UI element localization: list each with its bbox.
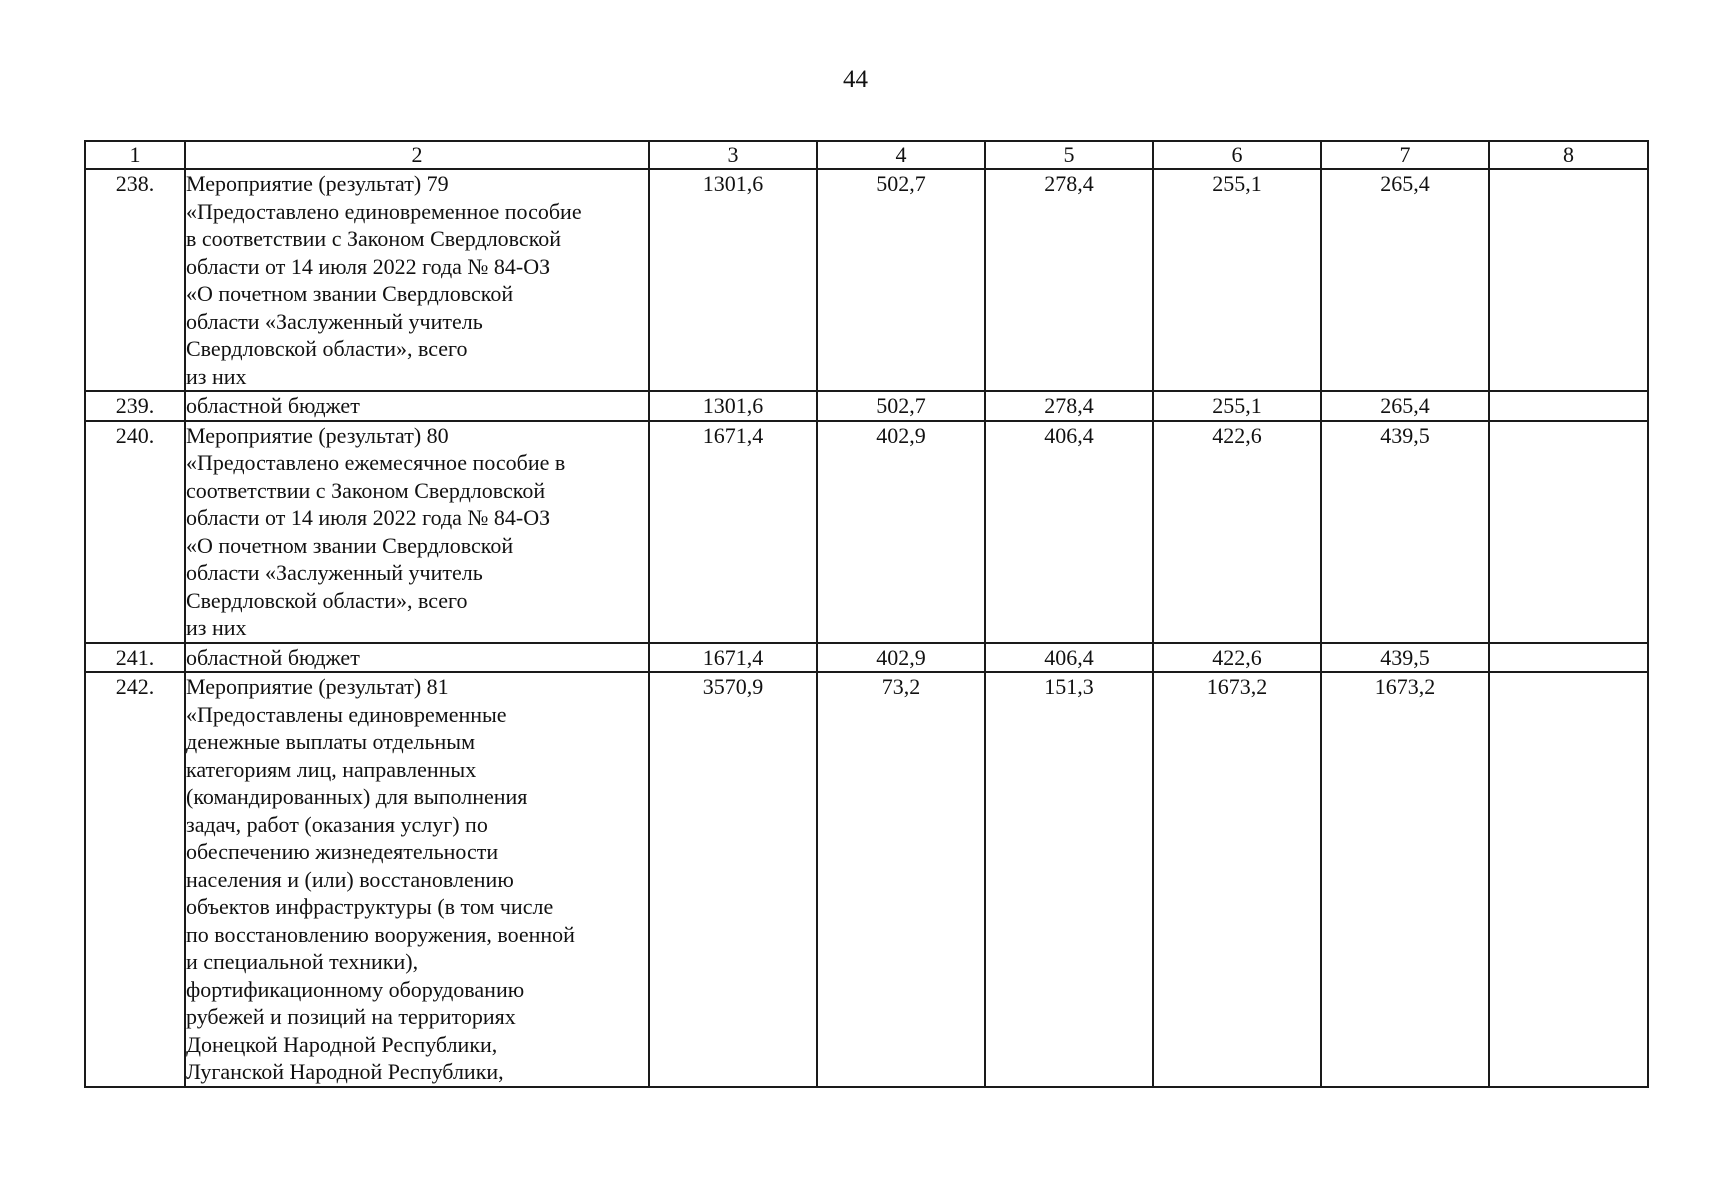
value-cell: 255,1 xyxy=(1153,169,1321,391)
value-cell: 255,1 xyxy=(1153,391,1321,421)
row-number: 241. xyxy=(85,643,185,673)
value-cell: 439,5 xyxy=(1321,643,1489,673)
column-header: 5 xyxy=(985,141,1153,169)
row-name: Мероприятие (результат) 80 «Предоставлено ежемесячное пособие в соответствии с Законом Свердловской области от 14 июля 2022 года № 84-ОЗ «О почетном звании Свердловской области «Заслуженный учитель Свердловской области», всего из них xyxy=(185,421,649,643)
row-name: областной бюджет xyxy=(185,391,649,421)
column-header: 2 xyxy=(185,141,649,169)
row-number: 242. xyxy=(85,672,185,1087)
value-cell: 406,4 xyxy=(985,643,1153,673)
value-cell: 278,4 xyxy=(985,391,1153,421)
row-number: 238. xyxy=(85,169,185,391)
value-cell: 402,9 xyxy=(817,421,985,643)
row-name: областной бюджет xyxy=(185,643,649,673)
column-header: 7 xyxy=(1321,141,1489,169)
value-cell: 1673,2 xyxy=(1321,672,1489,1087)
value-cell: 422,6 xyxy=(1153,421,1321,643)
row-number: 240. xyxy=(85,421,185,643)
value-cell: 151,3 xyxy=(985,672,1153,1087)
row-number: 239. xyxy=(85,391,185,421)
value-cell xyxy=(1489,391,1648,421)
table-row xyxy=(85,672,1648,1087)
value-cell: 265,4 xyxy=(1321,169,1489,391)
value-cell: 439,5 xyxy=(1321,421,1489,643)
table-row xyxy=(85,421,1648,643)
row-name: Мероприятие (результат) 79 «Предоставлено единовременное пособие в соответствии с Законом Свердловской области от 14 июля 2022 года № 84-ОЗ «О почетном звании Свердловской области «Заслуженный учитель Свердловской области», всего из них xyxy=(185,169,649,391)
table-row xyxy=(85,643,1648,673)
value-cell xyxy=(1489,672,1648,1087)
budget-table xyxy=(84,140,1649,1088)
value-cell: 278,4 xyxy=(985,169,1153,391)
value-cell: 1671,4 xyxy=(649,643,817,673)
column-header: 4 xyxy=(817,141,985,169)
value-cell: 1673,2 xyxy=(1153,672,1321,1087)
value-cell: 406,4 xyxy=(985,421,1153,643)
value-cell xyxy=(1489,643,1648,673)
row-name: Мероприятие (результат) 81 «Предоставлены единовременные денежные выплаты отдельным категориям лиц, направленных (командированных) для выполнения задач, работ (оказания услуг) по обеспечению жизнедеятельности населения и (или) восстановлению объектов инфраструктуры (в том числе по восстановлению вооружения, военной и специальной техники), фортификационному оборудованию рубежей и позиций на территориях Донецкой Народной Республики, Луганской Народной Республики, xyxy=(185,672,649,1087)
column-header: 8 xyxy=(1489,141,1648,169)
value-cell xyxy=(1489,421,1648,643)
column-header: 3 xyxy=(649,141,817,169)
value-cell: 1301,6 xyxy=(649,169,817,391)
value-cell: 1671,4 xyxy=(649,421,817,643)
value-cell xyxy=(1489,169,1648,391)
header-row xyxy=(85,141,1648,169)
value-cell: 73,2 xyxy=(817,672,985,1087)
value-cell: 265,4 xyxy=(1321,391,1489,421)
value-cell: 402,9 xyxy=(817,643,985,673)
column-header: 1 xyxy=(85,141,185,169)
value-cell: 422,6 xyxy=(1153,643,1321,673)
value-cell: 502,7 xyxy=(817,391,985,421)
table-row xyxy=(85,169,1648,391)
page-number: 44 xyxy=(843,66,868,93)
value-cell: 502,7 xyxy=(817,169,985,391)
value-cell: 1301,6 xyxy=(649,391,817,421)
column-header: 6 xyxy=(1153,141,1321,169)
value-cell: 3570,9 xyxy=(649,672,817,1087)
table-row xyxy=(85,391,1648,421)
